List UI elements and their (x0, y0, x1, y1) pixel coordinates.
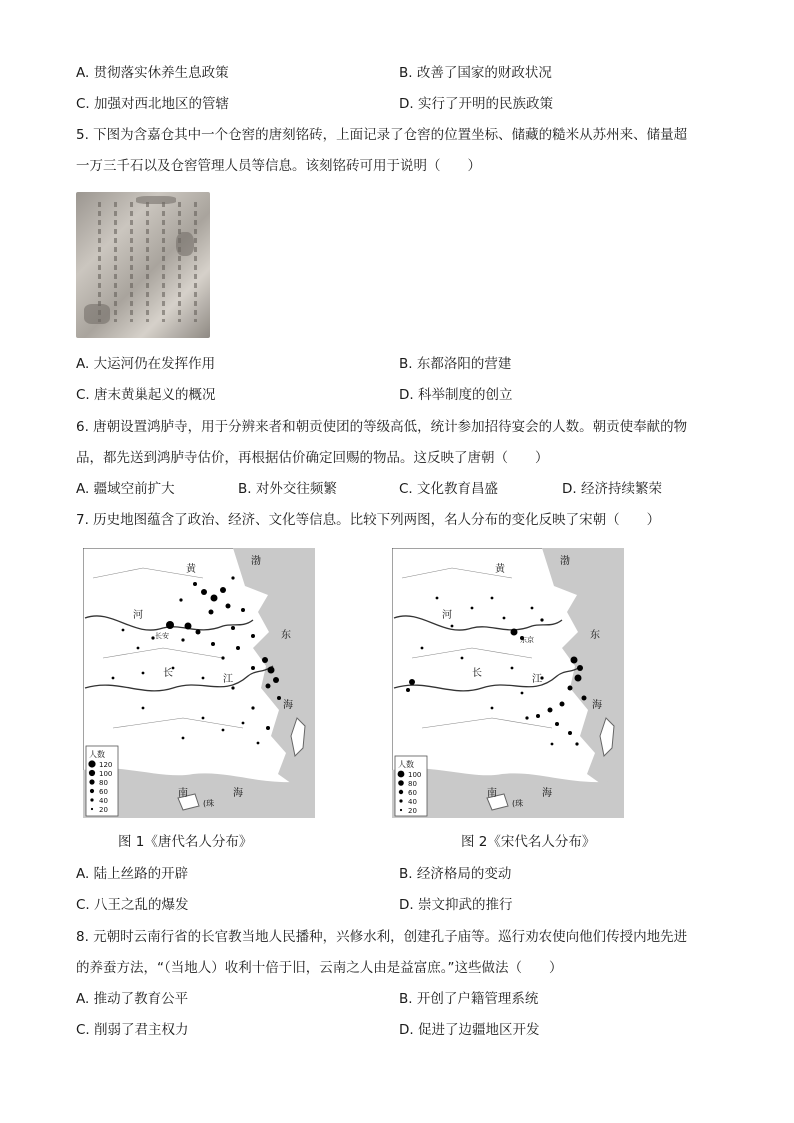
q4-option-a: A. 贯彻落实休养生息政策 (76, 65, 229, 81)
map2-label-bo: 渤 (560, 556, 570, 567)
map2-label-chang: 长 (472, 668, 482, 679)
map1-label-dong: 东 (281, 630, 291, 641)
map2-legend-40: 40 (408, 798, 417, 806)
map1-label-huang: 黄 (186, 564, 196, 575)
map2-label-zhuhai: (珠 (512, 799, 524, 808)
q5-option-c: C. 唐末黄巢起义的概况 (76, 387, 216, 403)
map1-legend-120: 120 (99, 761, 113, 769)
q8-option-b: B. 开创了户籍管理系统 (399, 991, 539, 1007)
map2-legend-20: 20 (408, 807, 417, 815)
map1-legend-title: 人数 (89, 750, 105, 759)
q6-stem-line2: 品，都先送到鸿胪寺估价，再根据估价确定回赐的物品。这反映了唐朝（ ） (76, 450, 549, 466)
tang-celebrity-map (83, 548, 315, 818)
song-celebrity-map (392, 548, 624, 818)
q8-option-a: A. 推动了教育公平 (76, 991, 189, 1007)
map2-label-he: 河 (442, 610, 452, 621)
q6-option-c: C. 文化教育昌盛 (399, 481, 499, 497)
map1-label-chang: 长 (163, 668, 173, 679)
map1-label-zhuhai: (珠 (203, 799, 215, 808)
q7-option-d: D. 崇文抑武的推行 (399, 897, 513, 913)
q5-stem-line2: 一万三千石以及仓窖管理人员等信息。该刻铭砖可用于说明（ ） (76, 158, 481, 174)
map1-legend-100: 100 (99, 770, 113, 778)
q7-stem: 7. 历史地图蕴含了政治、经济、文化等信息。比较下列两图，名人分布的变化反映了宋朝（ ） (76, 512, 661, 528)
map2-label-hai2: 海 (542, 788, 552, 799)
map2-legend-80: 80 (408, 780, 417, 788)
map2-caption: 图 2《宋代名人分布》 (461, 834, 596, 850)
inscribed-brick-photo (76, 192, 210, 338)
map2-label-huang: 黄 (495, 564, 505, 575)
map1-label-hai2: 海 (233, 788, 243, 799)
map2-label-nan: 南 (487, 788, 497, 799)
map2-label-hai: 海 (592, 700, 602, 711)
q4-option-b: B. 改善了国家的财政状况 (399, 65, 552, 81)
map1-label-hai: 海 (283, 700, 293, 711)
map2-legend-100: 100 (408, 771, 422, 779)
q7-option-c: C. 八王之乱的爆发 (76, 897, 189, 913)
q6-option-a: A. 疆域空前扩大 (76, 481, 175, 497)
q5-stem-line1: 5. 下图为含嘉仓其中一个仓窖的唐刻铭砖，上面记录了仓窖的位置坐标、储藏的糙米从苏州来、储量超 (76, 127, 688, 143)
map1-label-jiang: 江 (223, 674, 233, 685)
map1-label-bo: 渤 (251, 556, 261, 567)
q5-option-a: A. 大运河仍在发挥作用 (76, 356, 216, 372)
q8-option-c: C. 削弱了君主权力 (76, 1022, 189, 1038)
q6-option-d: D. 经济持续繁荣 (562, 481, 662, 497)
map2-label-dong: 东 (590, 630, 600, 641)
map1-legend-40: 40 (99, 797, 108, 805)
q7-option-b: B. 经济格局的变动 (399, 866, 512, 882)
q5-option-b: B. 东都洛阳的营建 (399, 356, 512, 372)
q4-option-c: C. 加强对西北地区的管辖 (76, 96, 230, 112)
map2-city-label: 东京 (520, 636, 534, 644)
q8-stem-line1: 8. 元朝时云南行省的长官教当地人民播种，兴修水利，创建孔子庙等。巡行劝农使向他们传授内地先进 (76, 929, 688, 945)
q6-option-b: B. 对外交往频繁 (238, 481, 337, 497)
q8-stem-line2: 的养蚕方法，“（当地人）收利十倍于旧，云南之人由是益富庶。”这些做法（ ） (76, 960, 563, 976)
q6-stem-line1: 6. 唐朝设置鸿胪寺，用于分辨来者和朝贡使团的等级高低，统计参加招待宴会的人数。朝贡使奉献的物 (76, 419, 688, 435)
map1-city-label: 长安 (155, 632, 169, 640)
q8-option-d: D. 促进了边疆地区开发 (399, 1022, 540, 1038)
q4-option-d: D. 实行了开明的民族政策 (399, 96, 553, 112)
map1-label-nan: 南 (178, 788, 188, 799)
map1-caption: 图 1《唐代名人分布》 (118, 834, 253, 850)
map2-legend-60: 60 (408, 789, 417, 797)
map1-legend-60: 60 (99, 788, 108, 796)
map1-label-he: 河 (133, 610, 143, 621)
q5-option-d: D. 科举制度的创立 (399, 387, 513, 403)
map2-legend-title: 人数 (398, 760, 414, 769)
map2-label-jiang: 江 (532, 674, 542, 685)
q7-option-a: A. 陆上丝路的开辟 (76, 866, 189, 882)
map1-legend-80: 80 (99, 779, 108, 787)
map1-legend-20: 20 (99, 806, 108, 814)
